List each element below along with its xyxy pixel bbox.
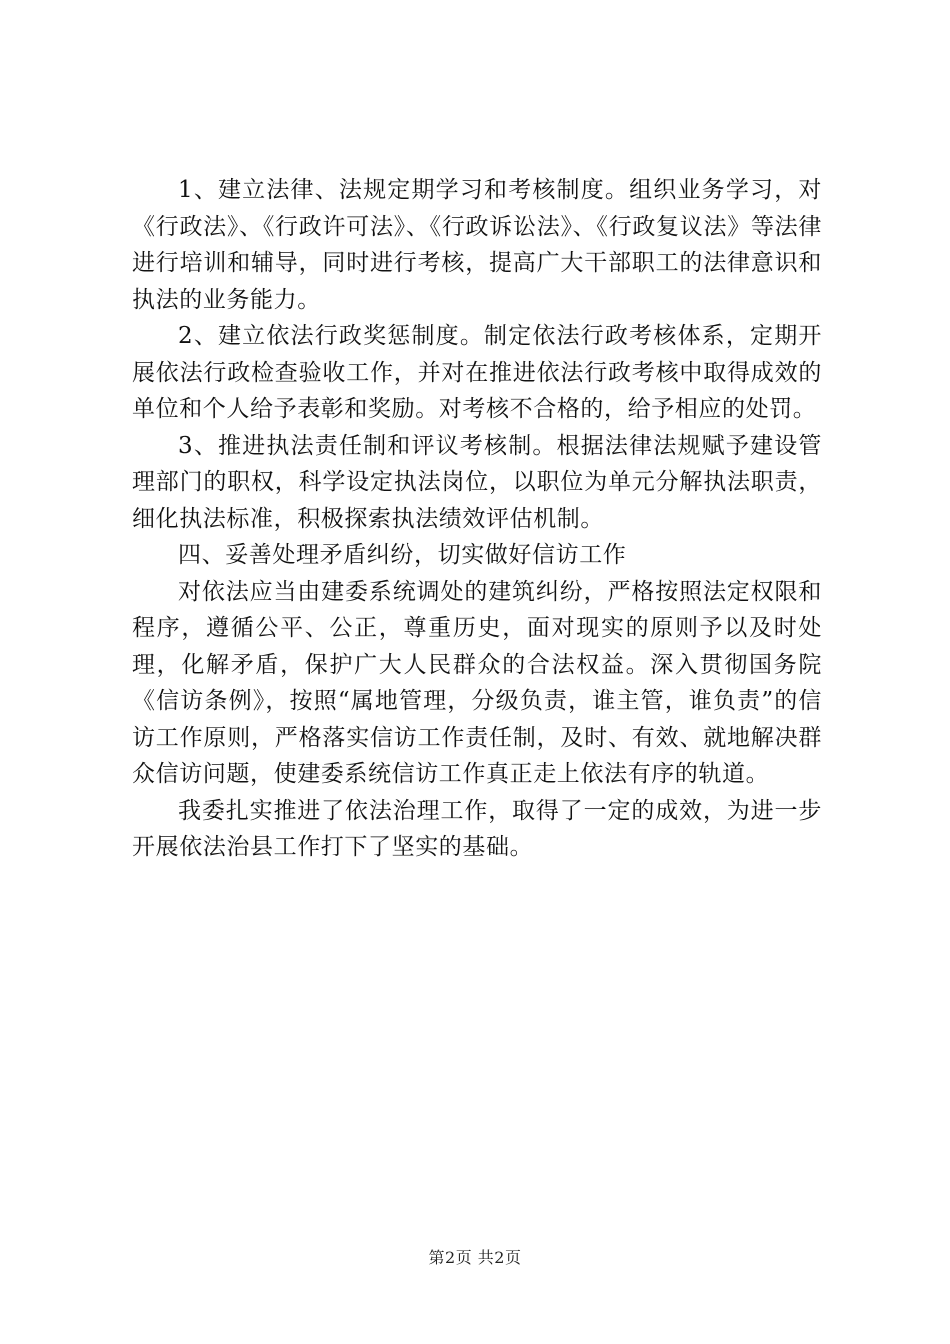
paragraph-item-3: 3、推进执法责任制和评议考核制。根据法律法规赋予建设管理部门的职权，科学设定执法岗位，以职位为单元分解执法职责，细化执法标准，积极探索执法绩效评估机制。 [132,432,822,532]
paragraph-item-1: 1、建立法律、法规定期学习和考核制度。组织业务学习，对《行政法》、《行政许可法》、《行政诉讼法》、《行政复议法》等法律进行培训和辅导，同时进行考核，提高广大干部职工的法律意识和执法的业务能力。 [132,177,822,313]
page-number-footer: 第2页 共2页 [428,1248,522,1267]
paragraph-petition-work: 对依法应当由建委系统调处的建筑纠纷，严格按照法定权限和程序，遵循公平、公正，尊重历史，面对现实的原则予以及时处理，化解矛盾，保护广大人民群众的合法权益。深入贯彻国务院《信访条例》，按照“属地管理，分级负责，谁主管，谁负责”的信访工作原则，严格落实信访工作责任制，及时、有效、就地解决群众信访问题，使建委系统信访工作真正走上依法有序的轨道。 [132,578,822,787]
paragraph-item-2: 2、建立依法行政奖惩制度。制定依法行政考核体系，定期开展依法行政检查验收工作，并对在推进依法行政考核中取得成效的单位和个人给予表彰和奖励。对考核不合格的，给予相应的处罚。 [132,323,822,422]
section-heading: 四、妥善处理矛盾纠纷，切实做好信访工作 [178,542,627,568]
paragraph-conclusion: 我委扎实推进了依法治理工作，取得了一定的成效，为进一步开展依法治县工作打下了坚实的基础。 [132,797,822,860]
document-body [132,172,822,866]
